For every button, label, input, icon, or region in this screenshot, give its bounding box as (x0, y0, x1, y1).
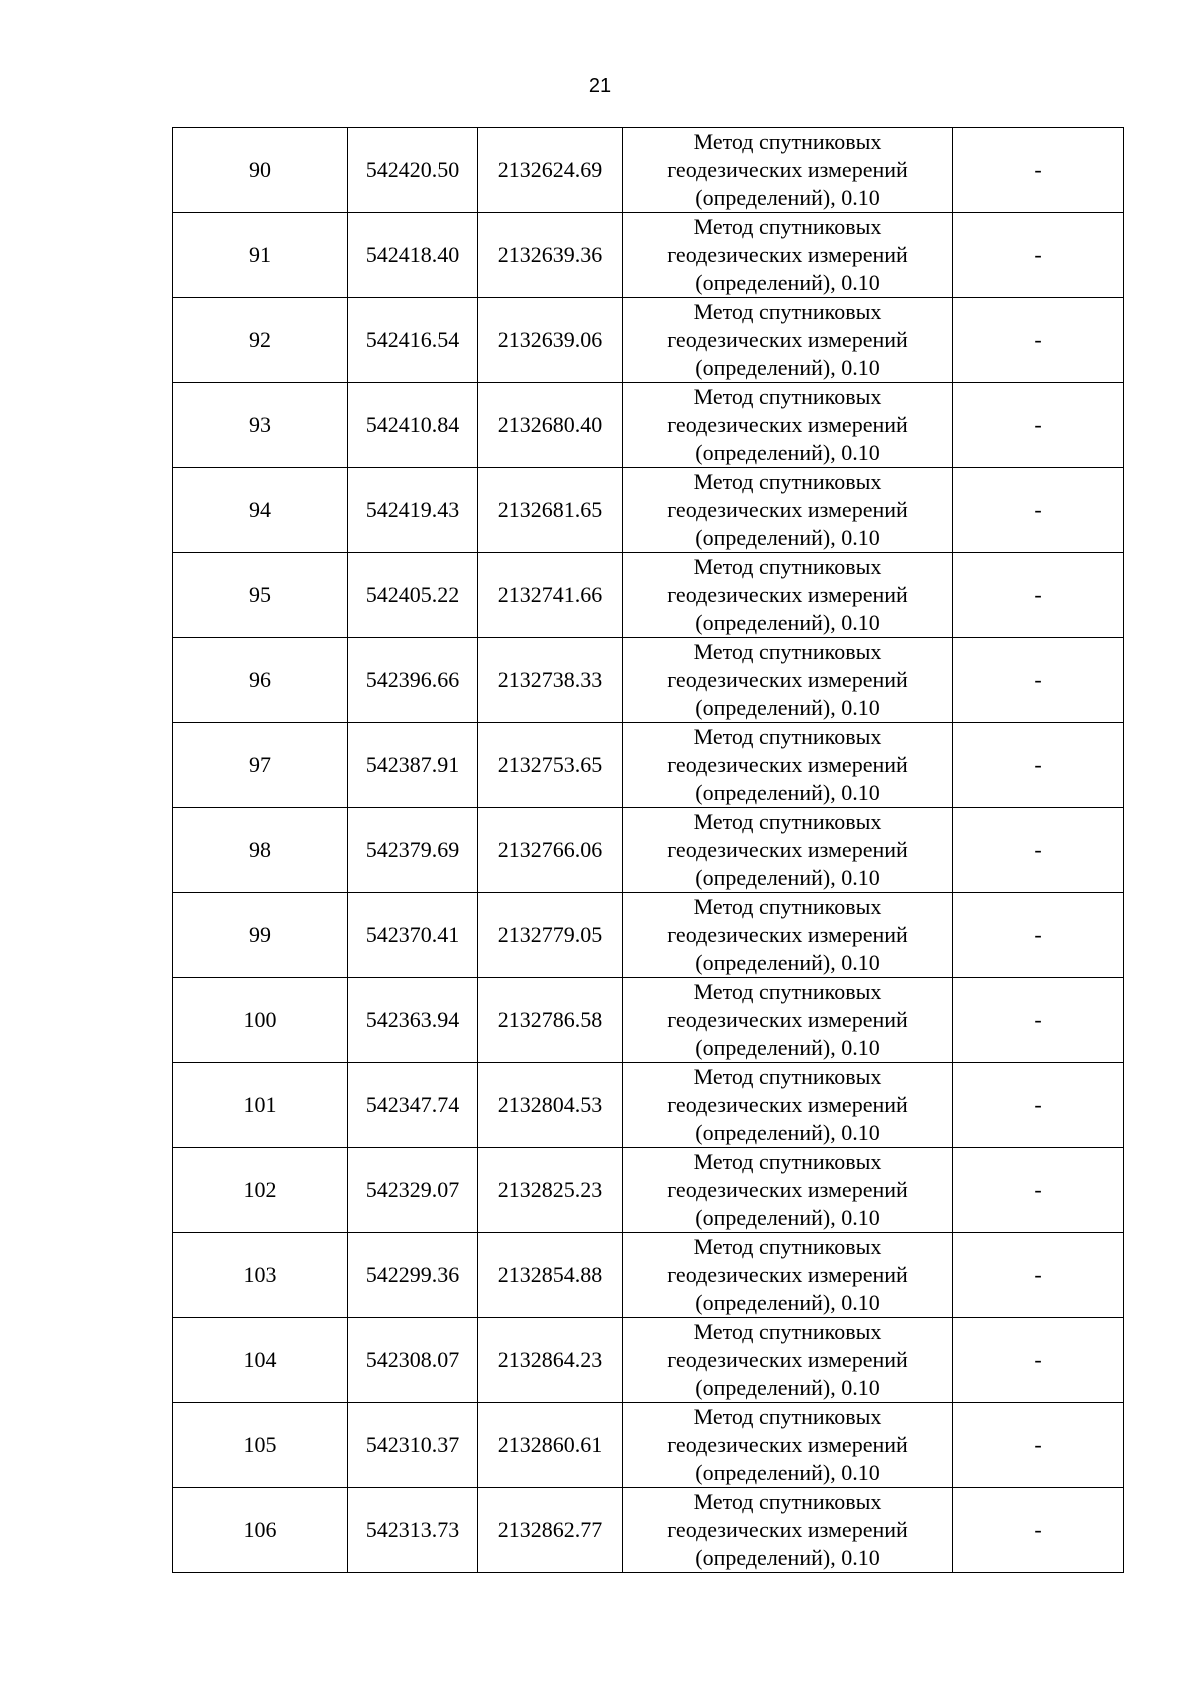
method-line-3: (определений), 0.10 (695, 1205, 880, 1230)
description-cell: - (953, 723, 1124, 808)
method-cell (623, 553, 953, 638)
method-line-3: (определений), 0.10 (695, 865, 880, 890)
table-row (173, 1063, 1124, 1148)
point-number-cell: 98 (173, 808, 348, 893)
point-number-cell: 95 (173, 553, 348, 638)
method-cell (623, 213, 953, 298)
method-line-3: (определений), 0.10 (695, 1460, 880, 1485)
point-number-cell: 102 (173, 1148, 348, 1233)
method-line-1: Метод спутниковых (693, 1234, 882, 1259)
x-coordinate-cell: 542387.91 (348, 723, 478, 808)
method-line-2: геодезических измерений (667, 1262, 908, 1287)
description-cell: - (953, 1233, 1124, 1318)
table-row (173, 553, 1124, 638)
method-line-1: Метод спутниковых (693, 809, 882, 834)
y-coordinate-cell: 2132779.05 (478, 893, 623, 978)
method-line-2: геодезических измерений (667, 667, 908, 692)
point-number-cell: 103 (173, 1233, 348, 1318)
x-coordinate-cell: 542418.40 (348, 213, 478, 298)
description-cell: - (953, 298, 1124, 383)
x-coordinate-cell: 542379.69 (348, 808, 478, 893)
y-coordinate-cell: 2132753.65 (478, 723, 623, 808)
point-number-cell: 90 (173, 128, 348, 213)
description-cell: - (953, 978, 1124, 1063)
method-line-1: Метод спутниковых (693, 724, 882, 749)
method-line-1: Метод спутниковых (693, 299, 882, 324)
description-cell: - (953, 1148, 1124, 1233)
method-line-2: геодезических измерений (667, 1517, 908, 1542)
x-coordinate-cell: 542299.36 (348, 1233, 478, 1318)
x-coordinate-cell: 542419.43 (348, 468, 478, 553)
method-cell (623, 1063, 953, 1148)
method-line-3: (определений), 0.10 (695, 1290, 880, 1315)
x-coordinate-cell: 542308.07 (348, 1318, 478, 1403)
method-line-3: (определений), 0.10 (695, 610, 880, 635)
method-line-2: геодезических измерений (667, 242, 908, 267)
method-line-2: геодезических измерений (667, 157, 908, 182)
x-coordinate-cell: 542313.73 (348, 1488, 478, 1573)
y-coordinate-cell: 2132825.23 (478, 1148, 623, 1233)
method-line-1: Метод спутниковых (693, 384, 882, 409)
x-coordinate-cell: 542329.07 (348, 1148, 478, 1233)
point-number-cell: 105 (173, 1403, 348, 1488)
method-line-3: (определений), 0.10 (695, 1035, 880, 1060)
description-cell: - (953, 1318, 1124, 1403)
y-coordinate-cell: 2132864.23 (478, 1318, 623, 1403)
method-line-3: (определений), 0.10 (695, 440, 880, 465)
table-row (173, 978, 1124, 1063)
method-line-2: геодезических измерений (667, 327, 908, 352)
method-line-1: Метод спутниковых (693, 894, 882, 919)
description-cell: - (953, 213, 1124, 298)
table-row (173, 1233, 1124, 1318)
description-cell: - (953, 1063, 1124, 1148)
method-cell (623, 723, 953, 808)
table-row (173, 213, 1124, 298)
y-coordinate-cell: 2132862.77 (478, 1488, 623, 1573)
coordinates-table (172, 127, 1124, 1573)
description-cell: - (953, 638, 1124, 723)
method-line-3: (определений), 0.10 (695, 355, 880, 380)
x-coordinate-cell: 542370.41 (348, 893, 478, 978)
method-cell (623, 1318, 953, 1403)
x-coordinate-cell: 542396.66 (348, 638, 478, 723)
point-number-cell: 97 (173, 723, 348, 808)
method-line-2: геодезических измерений (667, 1007, 908, 1032)
table-row (173, 893, 1124, 978)
method-cell (623, 1488, 953, 1573)
method-line-2: геодезических измерений (667, 1432, 908, 1457)
method-line-1: Метод спутниковых (693, 1489, 882, 1514)
method-line-3: (определений), 0.10 (695, 1545, 880, 1570)
method-line-1: Метод спутниковых (693, 1149, 882, 1174)
y-coordinate-cell: 2132854.88 (478, 1233, 623, 1318)
point-number-cell: 91 (173, 213, 348, 298)
method-cell (623, 893, 953, 978)
table-row (173, 298, 1124, 383)
coordinates-table-body (173, 128, 1124, 1573)
point-number-cell: 100 (173, 978, 348, 1063)
description-cell: - (953, 1488, 1124, 1573)
x-coordinate-cell: 542347.74 (348, 1063, 478, 1148)
method-line-3: (определений), 0.10 (695, 1120, 880, 1145)
description-cell: - (953, 383, 1124, 468)
y-coordinate-cell: 2132639.06 (478, 298, 623, 383)
method-line-1: Метод спутниковых (693, 1404, 882, 1429)
method-line-3: (определений), 0.10 (695, 270, 880, 295)
method-cell (623, 1233, 953, 1318)
description-cell: - (953, 808, 1124, 893)
table-row (173, 1148, 1124, 1233)
y-coordinate-cell: 2132804.53 (478, 1063, 623, 1148)
point-number-cell: 99 (173, 893, 348, 978)
description-cell: - (953, 553, 1124, 638)
method-cell (623, 1148, 953, 1233)
y-coordinate-cell: 2132680.40 (478, 383, 623, 468)
point-number-cell: 94 (173, 468, 348, 553)
point-number-cell: 106 (173, 1488, 348, 1573)
x-coordinate-cell: 542405.22 (348, 553, 478, 638)
point-number-cell: 101 (173, 1063, 348, 1148)
table-row (173, 638, 1124, 723)
table-row (173, 128, 1124, 213)
method-line-1: Метод спутниковых (693, 469, 882, 494)
y-coordinate-cell: 2132766.06 (478, 808, 623, 893)
table-row (173, 1403, 1124, 1488)
description-cell: - (953, 468, 1124, 553)
method-cell (623, 298, 953, 383)
page-number: 21 (588, 75, 612, 97)
method-cell (623, 128, 953, 213)
x-coordinate-cell: 542410.84 (348, 383, 478, 468)
method-line-2: геодезических измерений (667, 837, 908, 862)
method-line-2: геодезических измерений (667, 412, 908, 437)
y-coordinate-cell: 2132860.61 (478, 1403, 623, 1488)
table-row (173, 468, 1124, 553)
method-line-1: Метод спутниковых (693, 639, 882, 664)
y-coordinate-cell: 2132738.33 (478, 638, 623, 723)
method-line-2: геодезических измерений (667, 922, 908, 947)
point-number-cell: 92 (173, 298, 348, 383)
point-number-cell: 93 (173, 383, 348, 468)
method-line-1: Метод спутниковых (693, 979, 882, 1004)
x-coordinate-cell: 542416.54 (348, 298, 478, 383)
point-number-cell: 104 (173, 1318, 348, 1403)
method-cell (623, 468, 953, 553)
method-line-1: Метод спутниковых (693, 129, 882, 154)
method-line-3: (определений), 0.10 (695, 1375, 880, 1400)
method-line-2: геодезических измерений (667, 1092, 908, 1117)
table-row (173, 383, 1124, 468)
method-line-3: (определений), 0.10 (695, 950, 880, 975)
table-row (173, 1488, 1124, 1573)
method-line-3: (определений), 0.10 (695, 780, 880, 805)
x-coordinate-cell: 542363.94 (348, 978, 478, 1063)
point-number-cell: 96 (173, 638, 348, 723)
method-line-2: геодезических измерений (667, 497, 908, 522)
method-line-2: геодезических измерений (667, 582, 908, 607)
method-cell (623, 808, 953, 893)
method-cell (623, 638, 953, 723)
y-coordinate-cell: 2132624.69 (478, 128, 623, 213)
x-coordinate-cell: 542420.50 (348, 128, 478, 213)
method-cell (623, 383, 953, 468)
description-cell: - (953, 893, 1124, 978)
method-line-1: Метод спутниковых (693, 1319, 882, 1344)
description-cell: - (953, 1403, 1124, 1488)
description-cell: - (953, 128, 1124, 213)
method-line-3: (определений), 0.10 (695, 185, 880, 210)
method-line-1: Метод спутниковых (693, 1064, 882, 1089)
method-line-2: геодезических измерений (667, 752, 908, 777)
table-row (173, 1318, 1124, 1403)
table-row (173, 808, 1124, 893)
method-line-2: геодезических измерений (667, 1347, 908, 1372)
table-row (173, 723, 1124, 808)
x-coordinate-cell: 542310.37 (348, 1403, 478, 1488)
method-line-1: Метод спутниковых (693, 214, 882, 239)
y-coordinate-cell: 2132741.66 (478, 553, 623, 638)
method-line-3: (определений), 0.10 (695, 525, 880, 550)
y-coordinate-cell: 2132639.36 (478, 213, 623, 298)
method-line-3: (определений), 0.10 (695, 695, 880, 720)
method-cell (623, 1403, 953, 1488)
y-coordinate-cell: 2132681.65 (478, 468, 623, 553)
method-cell (623, 978, 953, 1063)
method-line-2: геодезических измерений (667, 1177, 908, 1202)
method-line-1: Метод спутниковых (693, 554, 882, 579)
y-coordinate-cell: 2132786.58 (478, 978, 623, 1063)
